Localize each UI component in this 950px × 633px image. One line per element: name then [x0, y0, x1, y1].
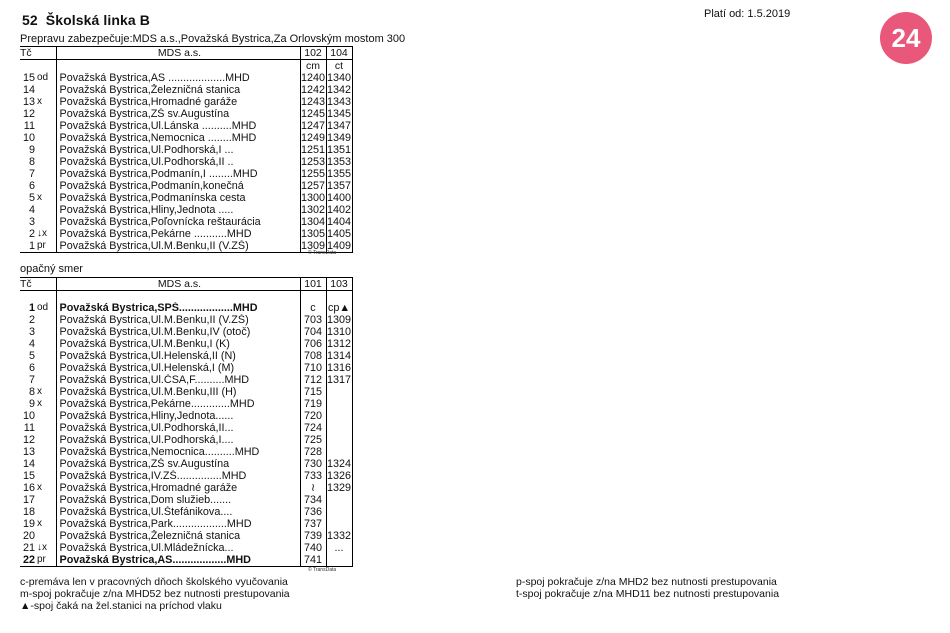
departure-time-1: 1243 [300, 96, 326, 108]
stop-marker [36, 132, 56, 144]
stop-marker [36, 168, 56, 180]
table-row [20, 326, 352, 338]
table-row [20, 506, 352, 518]
departure-time-2 [326, 386, 352, 398]
route-number: 52 [22, 12, 38, 28]
departure-time-1: 1247 [300, 120, 326, 132]
departure-time-2: 1340 [326, 72, 352, 84]
departure-time-2: 1345 [326, 108, 352, 120]
table-header [20, 278, 352, 291]
table-row [20, 398, 352, 410]
departure-time-2: 1309 [326, 314, 352, 326]
departure-time-2 [326, 410, 352, 422]
stop-name: Považská Bystrica,SPŠ..................MHD [56, 302, 300, 314]
departure-time-2: 1404 [326, 216, 352, 228]
stop-marker [36, 434, 56, 446]
stop-name: Považská Bystrica,Ul.M.Benku,I (K) [56, 338, 300, 350]
operator-line: Prepravu zabezpečuje:MDS a.s.,Považská Bystrica,Za Orlovským mostom 300 [20, 33, 406, 45]
stop-marker [36, 314, 56, 326]
table-row [20, 204, 352, 216]
timetable-direction-1 [20, 46, 353, 253]
tc-header: Tč [20, 47, 36, 60]
table-row [20, 192, 352, 204]
departure-time-2: 1405 [326, 228, 352, 240]
stop-name: Považská Bystrica,Park..................MHD [56, 518, 300, 530]
stop-name: Považská Bystrica,Ul.M.Benku,II (V.ZŠ) [56, 314, 300, 326]
stop-order: 19 [22, 518, 35, 530]
stop-name: Považská Bystrica,AS..................MHD [56, 554, 300, 567]
stop-order: 13 [22, 96, 35, 108]
departure-time-1: 1240 [300, 72, 326, 84]
stop-marker [36, 350, 56, 362]
stop-name: Považská Bystrica,Ul.ČSA,F..........MHD [56, 374, 300, 386]
stop-name: Považská Bystrica,Podmanín,I ........MHD [56, 168, 300, 180]
departure-time-1: 1253 [300, 156, 326, 168]
table-row [20, 120, 352, 132]
departure-time-1: 1251 [300, 144, 326, 156]
copyright-mark-1: © TransData [308, 250, 337, 256]
departure-time-2: 1342 [326, 84, 352, 96]
stop-marker [36, 180, 56, 192]
table-row [20, 458, 352, 470]
footer-notes-left [20, 576, 290, 612]
stop-order: 10 [22, 132, 35, 144]
departure-time-2: ... [326, 542, 352, 554]
departure-time-1: 708 [300, 350, 326, 362]
stop-name: Považská Bystrica,Dom služieb....... [56, 494, 300, 506]
departure-time-2: 1349 [326, 132, 352, 144]
stop-marker [36, 204, 56, 216]
stop-marker [36, 470, 56, 482]
stop-marker [36, 446, 56, 458]
stop-marker [36, 506, 56, 518]
departure-time-1: 739 [300, 530, 326, 542]
stop-marker [36, 120, 56, 132]
departure-time-1: 1305 [300, 228, 326, 240]
footer-note: ▲-spoj čaká na žel.stanici na príchod vlaku [20, 600, 222, 612]
stop-marker: od [37, 72, 49, 83]
stop-marker: ↓x [37, 228, 47, 239]
departure-time-1: 706 [300, 338, 326, 350]
departure-time-1: 719 [300, 398, 326, 410]
departure-time-2 [326, 446, 352, 458]
stop-marker: pr [36, 554, 56, 567]
stop-order: 9 [28, 398, 35, 410]
footer-notes-right [516, 576, 779, 600]
departure-time-2: 1317 [326, 374, 352, 386]
table-row [20, 228, 352, 240]
company-header: MDS a.s. [56, 47, 300, 60]
table-row [20, 554, 352, 567]
stop-order: 1 [20, 240, 36, 253]
stop-name: Považská Bystrica,Nemocnica..........MHD [56, 446, 300, 458]
stop-name: Považská Bystrica,Ul.Lánska ..........MHD [56, 120, 300, 132]
stop-name: Považská Bystrica,Ul.Podhorská,II... [56, 422, 300, 434]
copyright-mark-2: © TransData [308, 567, 337, 573]
departure-time-2 [326, 506, 352, 518]
stop-name: Považská Bystrica,Ul.Podhorská,II .. [56, 156, 300, 168]
table-row [20, 362, 352, 374]
departure-time-1: 733 [300, 470, 326, 482]
stop-order: 5 [28, 192, 35, 204]
stop-name: Považská Bystrica,Hliny,Jednota ..... [56, 204, 300, 216]
stop-marker [36, 156, 56, 168]
table-row [20, 314, 352, 326]
departure-time-1: 740 [300, 542, 326, 554]
table-header [20, 47, 352, 60]
departure-time-2 [326, 422, 352, 434]
departure-time-1: 1242 [300, 84, 326, 96]
stop-order: 2 [28, 314, 35, 326]
stop-order: 16 [22, 482, 35, 494]
stop-name: Považská Bystrica,Nemocnica ........MHD [56, 132, 300, 144]
stop-order: 22 [20, 554, 36, 567]
departure-time-1: 736 [300, 506, 326, 518]
stop-order: 1 [28, 302, 35, 314]
departure-time-1: c [300, 302, 326, 314]
table-row [20, 530, 352, 542]
departure-time-2 [326, 518, 352, 530]
departure-time-1: 1249 [300, 132, 326, 144]
stop-name: Považská Bystrica,Poľovnícka reštaurácia [56, 216, 300, 228]
stop-marker [36, 530, 56, 542]
departure-time-1: 710 [300, 362, 326, 374]
stop-name: Považská Bystrica,Ul.Štefánikova.... [56, 506, 300, 518]
stop-marker [36, 144, 56, 156]
table-row [20, 542, 352, 554]
departure-time-2: 1347 [326, 120, 352, 132]
table-row [20, 240, 352, 253]
stop-name: Považská Bystrica,Podmanín,konečná [56, 180, 300, 192]
table-row [20, 410, 352, 422]
stop-name: Považská Bystrica,Ul.M.Benku,IV (otoč) [56, 326, 300, 338]
stop-name: Považská Bystrica,Ul.Mládežnícka... [56, 542, 300, 554]
departure-time-1: 737 [300, 518, 326, 530]
departure-time-1: 712 [300, 374, 326, 386]
stop-name: Považská Bystrica,Ul.Helenská,I (M) [56, 362, 300, 374]
valid-from: Platí od: 1.5.2019 [704, 8, 791, 20]
trip-102-header: 102 [300, 47, 326, 60]
stop-order: 8 [28, 386, 35, 398]
route-name: Školská linka B [45, 12, 150, 28]
stop-name: Považská Bystrica,Ul.Helenská,II (N) [56, 350, 300, 362]
table-row [20, 386, 352, 398]
stop-order: 7 [28, 374, 35, 386]
stop-name: Považská Bystrica,AS ...................MHD [56, 72, 300, 84]
departure-time-2: 1332 [326, 530, 352, 542]
departure-time-2: 1409 [326, 240, 352, 252]
stop-marker: od [37, 302, 49, 313]
stop-name: Považská Bystrica,IV.ZŠ...............MHD [56, 470, 300, 482]
departure-time-2: 1357 [326, 180, 352, 192]
stop-order: 6 [28, 180, 35, 192]
departure-time-1: 741 [300, 554, 326, 567]
stop-name: Považská Bystrica,Ul.M.Benku,III (H) [56, 386, 300, 398]
table-row [20, 494, 352, 506]
table-row [20, 72, 352, 84]
departure-time-2 [326, 434, 352, 446]
stop-marker [36, 108, 56, 120]
table-row [20, 216, 352, 228]
stop-marker: ↓x [37, 542, 47, 553]
table-row [20, 470, 352, 482]
stop-marker: x [37, 192, 42, 203]
stop-marker: x [37, 386, 42, 397]
departure-time-2: 1343 [326, 96, 352, 108]
departure-time-1: 704 [300, 326, 326, 338]
company-header: MDS a.s. [56, 278, 300, 291]
stop-name: Považská Bystrica,Ul.M.Benku,II (V.ZŠ) [56, 240, 300, 253]
stop-marker [36, 494, 56, 506]
stop-marker [36, 374, 56, 386]
stop-name: Považská Bystrica,ZŠ sv.Augustína [56, 458, 300, 470]
departure-time-1: 715 [300, 386, 326, 398]
departure-time-1: 724 [300, 422, 326, 434]
table-row [20, 168, 352, 180]
table-row [20, 132, 352, 144]
stop-marker [36, 410, 56, 422]
stop-order: 20 [22, 530, 35, 542]
departure-time-1: 720 [300, 410, 326, 422]
stop-name: Považská Bystrica,Pekárne ...........MHD [56, 228, 300, 240]
trip-103-header: 103 [326, 278, 352, 291]
stop-name: Považská Bystrica,Železničná stanica [56, 530, 300, 542]
departure-time-2: 1326 [326, 470, 352, 482]
table-row [20, 156, 352, 168]
stop-name: Považská Bystrica,Hliny,Jednota...... [56, 410, 300, 422]
departure-time-2: 1353 [326, 156, 352, 168]
departure-time-1: 1257 [300, 180, 326, 192]
stop-order: 14 [22, 84, 35, 96]
departure-time-2: 1316 [326, 362, 352, 374]
table-row [20, 422, 352, 434]
stop-name: Považská Bystrica,Podmanínska cesta [56, 192, 300, 204]
stop-marker [36, 338, 56, 350]
footer-note: c-premáva len v pracovných dňoch školského vyučovania [20, 576, 288, 588]
stop-order: 10 [22, 410, 35, 422]
departure-time-1: 1309 [300, 240, 326, 252]
route-title [22, 12, 150, 28]
table-row [20, 434, 352, 446]
logo-24: 24 [880, 12, 932, 64]
stop-marker: x [37, 96, 42, 107]
departure-time-1: 1302 [300, 204, 326, 216]
departure-time-1: ≀ [300, 482, 326, 494]
stop-marker [36, 326, 56, 338]
table-row [20, 338, 352, 350]
stop-order: 15 [22, 470, 35, 482]
stop-marker [36, 216, 56, 228]
stop-order: 14 [22, 458, 35, 470]
table-row [20, 302, 352, 314]
departure-time-2 [326, 398, 352, 410]
departure-time-2: 1402 [326, 204, 352, 216]
stop-name: Považská Bystrica,Ul.Podhorská,I ... [56, 144, 300, 156]
table-row [20, 350, 352, 362]
table-row [20, 108, 352, 120]
table-row [20, 144, 352, 156]
stop-marker: x [37, 398, 42, 409]
stop-order: 2 [28, 228, 35, 240]
table-row [20, 482, 352, 494]
trip-102-code: cm [300, 60, 326, 73]
trip-104-code: ct [326, 60, 352, 73]
departure-time-1: 1304 [300, 216, 326, 228]
departure-time-1: 1255 [300, 168, 326, 180]
stop-order: 11 [23, 422, 35, 434]
stop-order: 18 [22, 506, 35, 518]
trip-104-header: 104 [326, 47, 352, 60]
stop-name: Považská Bystrica,ZŠ sv.Augustína [56, 108, 300, 120]
stop-marker [36, 84, 56, 96]
stop-order: 5 [28, 350, 35, 362]
footer-note: t-spoj pokračuje z/na MHD11 bez nutnosti prestupovania [516, 588, 780, 600]
departure-time-1: 1245 [300, 108, 326, 120]
stop-name: Považská Bystrica,Železničná stanica [56, 84, 300, 96]
departure-time-2: 1351 [326, 144, 352, 156]
table-row [20, 84, 352, 96]
table-row [20, 518, 352, 530]
stop-order: 12 [22, 108, 35, 120]
stop-marker: pr [36, 240, 56, 253]
departure-time-2: cp▲ [327, 302, 351, 314]
stop-order: 8 [28, 156, 35, 168]
stop-marker [36, 458, 56, 470]
departure-time-2 [326, 554, 352, 567]
stop-order: 3 [28, 216, 35, 228]
tc-header: Tč [20, 278, 36, 291]
stop-order: 21 [22, 542, 35, 554]
departure-time-1: 734 [300, 494, 326, 506]
footer-note: p-spoj pokračuje z/na MHD2 bez nutnosti prestupovania [516, 576, 777, 588]
table-row [20, 446, 352, 458]
stop-name: Považská Bystrica,Ul.Podhorská,I.... [56, 434, 300, 446]
stop-order: 9 [28, 144, 35, 156]
stop-order: 17 [22, 494, 35, 506]
departure-time-1: 725 [300, 434, 326, 446]
departure-time-2: 1329 [326, 482, 352, 494]
footer-note: m-spoj pokračuje z/na MHD52 bez nutnosti prestupovania [20, 588, 290, 600]
departure-time-2: 1314 [326, 350, 352, 362]
departure-time-1: 730 [300, 458, 326, 470]
stop-name: Považská Bystrica,Hromadné garáže [56, 96, 300, 108]
departure-time-2: 1400 [326, 192, 352, 204]
opposite-direction-label: opačný smer [20, 263, 83, 275]
stop-marker: x [37, 482, 42, 493]
spacer-row [20, 291, 352, 303]
stop-marker [36, 422, 56, 434]
departure-time-1: 1300 [300, 192, 326, 204]
table-row [20, 180, 352, 192]
stop-order: 3 [28, 326, 35, 338]
stop-order: 4 [28, 338, 35, 350]
stop-name: Považská Bystrica,Pekárne.............MHD [56, 398, 300, 410]
departure-time-2: 1355 [326, 168, 352, 180]
stop-order: 4 [28, 204, 35, 216]
departure-time-1: 703 [300, 314, 326, 326]
stop-order: 15 [22, 72, 35, 84]
stop-marker [36, 362, 56, 374]
stop-name: Považská Bystrica,Hromadné garáže [56, 482, 300, 494]
stop-order: 7 [28, 168, 35, 180]
stop-order: 6 [28, 362, 35, 374]
stop-order: 13 [22, 446, 35, 458]
timetable-direction-2 [20, 277, 353, 567]
stop-order: 11 [23, 120, 35, 132]
departure-time-2: 1312 [326, 338, 352, 350]
trip-101-header: 101 [300, 278, 326, 291]
departure-time-2 [326, 494, 352, 506]
table-row [20, 96, 352, 108]
stop-order: 12 [22, 434, 35, 446]
departure-time-2: 1324 [326, 458, 352, 470]
table-row [20, 374, 352, 386]
trip-code-row [20, 60, 352, 73]
stop-marker: x [37, 518, 42, 529]
departure-time-1: 728 [300, 446, 326, 458]
departure-time-2: 1310 [326, 326, 352, 338]
